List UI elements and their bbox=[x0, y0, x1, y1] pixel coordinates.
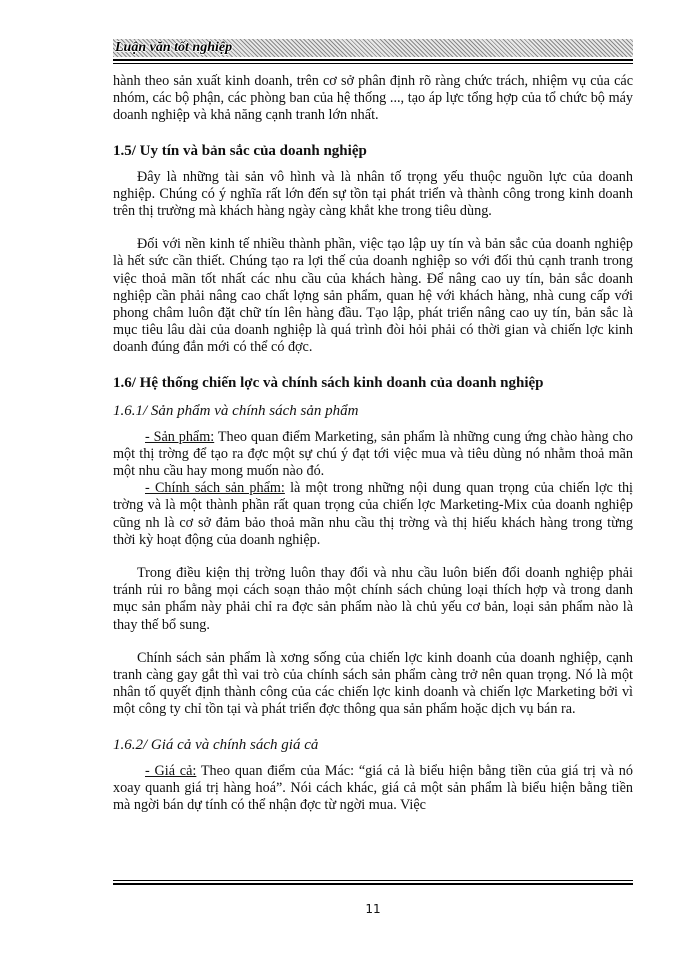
header-title: Luận văn tốt nghiệp bbox=[115, 40, 233, 55]
section-heading-1-6: 1.6/ Hệ thống chiến lợc và chính sách kinh doanh của doanh nghiệp bbox=[113, 374, 544, 391]
paragraph-product-policy-backbone: Chính sách sản phẩm là xơng sống của chiến lợc kinh doanh của doanh nghiệp, cạnh tranh càng gay gắt thì vai trò của chính sách sản phẩm càng trở nên quan trọng. Nó là một nhân tố quyết định thành công của các chiến lợc kinh doanh và chiến lợc Marketing bởi vì một công ty chỉ tồn tại và phát triển đợc thông qua sản phẩm hoặc dịch vụ bán ra. bbox=[113, 649, 633, 718]
document-body bbox=[113, 73, 633, 814]
header-rule-thick bbox=[113, 59, 633, 61]
paragraph-product-policy bbox=[113, 480, 633, 549]
page-header-band bbox=[113, 39, 633, 57]
subsection-heading-1-6-1: 1.6.1/ Sản phẩm và chính sách sản phẩm bbox=[113, 402, 359, 419]
subsection-heading-1-6-2: 1.6.2/ Giá cả và chính sách giá cả bbox=[113, 736, 319, 753]
footer-rule-thick bbox=[113, 883, 633, 885]
paragraph-reputation-assets: Đây là những tài sản vô hình và là nhân tố trọng yếu thuộc nguồn lực của doanh nghiệp. Chúng có ý nghĩa rất lớn đến sự tồn tại phát triển và thành công trong kinh doanh trên thị trường mà khách hàng ngày càng khắt khe trong tiêu dùng. bbox=[113, 168, 633, 220]
term-product: - Sản phẩm: bbox=[145, 428, 215, 445]
term-price: - Giá cả: bbox=[145, 762, 197, 779]
text-price-definition: Theo quan điểm của Mác: “giá cả là biểu hiện bằng tiền của giá trị và nó xoay quanh giá trị hàng hoá”. Nói cách khác, giá cả một sản phẩm là biểu hiện bằng tiền mà ngời bán dự tính có thể nhận đợc từ ngời mua. Việc bbox=[113, 762, 633, 814]
footer-rule-thin bbox=[113, 880, 633, 881]
paragraph-intro: hành theo sản xuất kinh doanh, trên cơ sở phân định rõ ràng chức trách, nhiệm vụ của các nhóm, các bộ phận, các phòng ban của hệ thống ..., tạo áp lực tổng hợp của tổ chức bộ máy doanh nghiệp và khả năng cạnh tranh lớn nhất. bbox=[113, 73, 633, 124]
header-rule-thin bbox=[113, 63, 633, 64]
text-product-policy: là một trong những nội dung quan trọng của chiến lợc thị trờng và là một thành phần rất quan trọng của chiến lợc Marketing-Mix của doanh nghiệp cũng nh là cơ sở đảm bảo thoả mãn nhu cầu thị trờng và thị hiếu khách hàng trong từng thời kỳ hoạt động của doanh nghiệp. bbox=[113, 480, 633, 548]
paragraph-reputation-economy: Đối với nền kinh tế nhiều thành phần, việc tạo lập uy tín và bản sắc của doanh nghiệp là hết sức cần thiết. Chúng tạo ra lợi thế của doanh nghiệp so với đối thủ cạnh tranh trong việc thoả mãn tốt nhất các nhu cầu của khách hàng. Để nâng cao uy tín, bản sắc doanh nghiệp cần phải nâng cao chất lợng sản phẩm, quan hệ với khách hàng, nhà cung cấp với phong châm luôn đặt chữ tín lên hàng đầu. Tạo lập, phát triển nâng cao uy tín, bản sắc là mục tiêu lâu dài của doanh nghiệp là quá trình đòi hỏi phải có thời gian và chiến lợc kinh doanh đúng đắn mới có thể có đợc. bbox=[113, 236, 633, 356]
section-heading-1-5: 1.5/ Uy tín và bản sắc của doanh nghiệp bbox=[113, 142, 367, 159]
page-number: 11 bbox=[365, 902, 381, 916]
paragraph-price-definition bbox=[113, 763, 633, 815]
text-product-definition: Theo quan điểm Marketing, sản phẩm là những cung ứng chào hàng cho một thị trờng để tạo ra đợc một sự chú ý đạt tới việc mua và tiêu dùng nó nhằm thoả mãn một nhu cầu hay mong muốn nào đó. bbox=[113, 428, 633, 480]
paragraph-product-definition bbox=[113, 429, 633, 481]
term-product-policy: - Chính sách sản phẩm: bbox=[145, 480, 285, 497]
paragraph-market-conditions: Trong điều kiện thị trờng luôn thay đổi và nhu cầu luôn biến đổi doanh nghiệp phải tránh rủi ro bằng mọi cách soạn thảo một chính sách chủng loại thích hợp và trong danh mục sản phẩm này phải chỉ ra đợc sản phẩm nào là chủ yếu cơ bản, loại sản phẩm nào là thay thế bổ sung. bbox=[113, 565, 633, 633]
